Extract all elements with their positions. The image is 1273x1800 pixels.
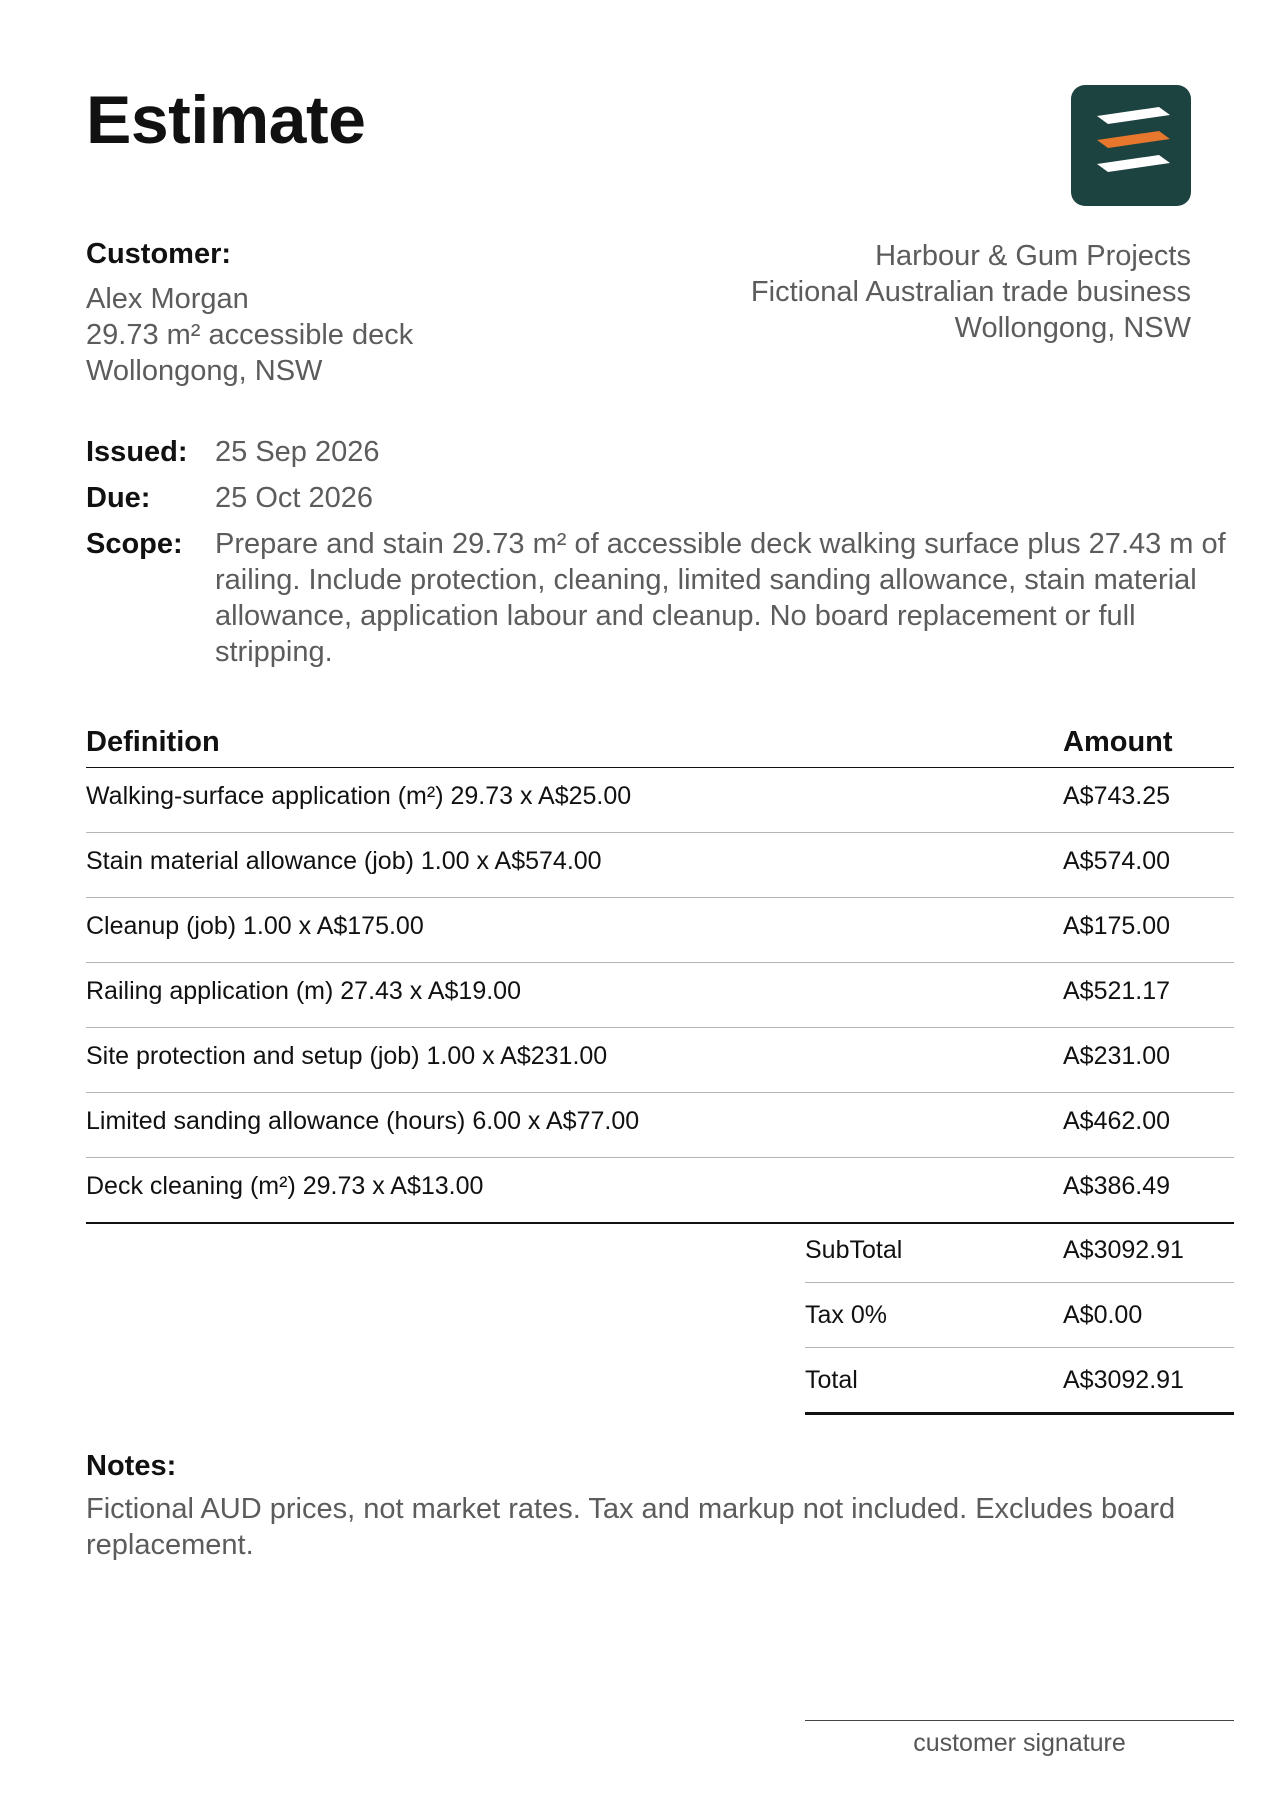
table-row bbox=[86, 1158, 1234, 1224]
tax-label: Tax 0% bbox=[805, 1300, 887, 1329]
estimate-meta bbox=[86, 434, 1236, 680]
customer-block bbox=[86, 238, 413, 389]
scope-label: Scope: bbox=[86, 528, 183, 560]
total-row bbox=[805, 1348, 1234, 1415]
table-header bbox=[86, 722, 1234, 768]
tax-row bbox=[805, 1283, 1234, 1348]
scope-text: Prepare and stain 29.73 m² of accessible deck walking surface plus 27.43 m of railing. Include protection, cleaning, limited sanding allowance, stain material allowance, application labour and cleanup. No board replacement or full stripping. bbox=[215, 528, 1226, 668]
subtotal-row bbox=[805, 1218, 1234, 1283]
row-definition: Deck cleaning (m²) 29.73 x A$13.00 bbox=[86, 1171, 484, 1200]
row-definition: Stain material allowance (job) 1.00 x A$574.00 bbox=[86, 846, 602, 875]
table-row bbox=[86, 768, 1234, 833]
subtotal-value: A$3092.91 bbox=[1063, 1235, 1184, 1264]
line-items-table bbox=[86, 722, 1234, 1224]
subtotal-label: SubTotal bbox=[805, 1235, 903, 1264]
row-amount: A$743.25 bbox=[1063, 781, 1171, 810]
total-value: A$3092.91 bbox=[1063, 1365, 1184, 1394]
scope-row bbox=[86, 526, 1236, 670]
tax-value: A$0.00 bbox=[1063, 1300, 1143, 1329]
row-amount: A$462.00 bbox=[1063, 1106, 1171, 1135]
table-row bbox=[86, 833, 1234, 898]
total-label: Total bbox=[805, 1365, 858, 1394]
row-amount: A$521.17 bbox=[1063, 976, 1171, 1005]
customer-project: 29.73 m² accessible deck bbox=[86, 319, 414, 351]
document-title: Estimate bbox=[86, 82, 366, 158]
table-row bbox=[86, 898, 1234, 963]
issued-row bbox=[86, 434, 1236, 470]
notes-label: Notes: bbox=[86, 1450, 177, 1482]
customer-label: Customer: bbox=[86, 238, 232, 270]
row-definition: Cleanup (job) 1.00 x A$175.00 bbox=[86, 911, 424, 940]
customer-location: Wollongong, NSW bbox=[86, 355, 323, 387]
company-location: Wollongong, NSW bbox=[954, 312, 1191, 344]
company-logo-icon bbox=[1071, 85, 1191, 206]
company-description: Fictional Australian trade business bbox=[750, 276, 1191, 308]
due-date: 25 Oct 2026 bbox=[215, 482, 373, 514]
table-row bbox=[86, 1093, 1234, 1158]
row-amount: A$574.00 bbox=[1063, 846, 1171, 875]
issued-date: 25 Sep 2026 bbox=[215, 436, 380, 468]
notes-text: Fictional AUD prices, not market rates. Tax and markup not included. Excludes board replacement. bbox=[86, 1493, 1176, 1561]
row-amount: A$231.00 bbox=[1063, 1041, 1171, 1070]
table-row bbox=[86, 1028, 1234, 1093]
row-amount: A$386.49 bbox=[1063, 1171, 1171, 1200]
signature-line bbox=[805, 1720, 1234, 1758]
row-amount: A$175.00 bbox=[1063, 911, 1171, 940]
row-definition: Railing application (m) 27.43 x A$19.00 bbox=[86, 976, 521, 1005]
row-definition: Site protection and setup (job) 1.00 x A$231.00 bbox=[86, 1041, 608, 1070]
amount-header: Amount bbox=[1063, 726, 1173, 758]
issued-label: Issued: bbox=[86, 436, 188, 468]
customer-name: Alex Morgan bbox=[86, 283, 249, 315]
company-name: Harbour & Gum Projects bbox=[875, 240, 1191, 272]
notes-block bbox=[86, 1450, 1206, 1563]
row-definition: Limited sanding allowance (hours) 6.00 x A$77.00 bbox=[86, 1106, 640, 1135]
due-label: Due: bbox=[86, 482, 151, 514]
table-row bbox=[86, 963, 1234, 1028]
totals-block bbox=[805, 1218, 1234, 1415]
due-row bbox=[86, 480, 1236, 516]
row-definition: Walking-surface application (m²) 29.73 x A$25.00 bbox=[86, 781, 632, 810]
definition-header: Definition bbox=[86, 726, 220, 758]
signature-label: customer signature bbox=[913, 1729, 1126, 1757]
company-block bbox=[751, 238, 1191, 346]
